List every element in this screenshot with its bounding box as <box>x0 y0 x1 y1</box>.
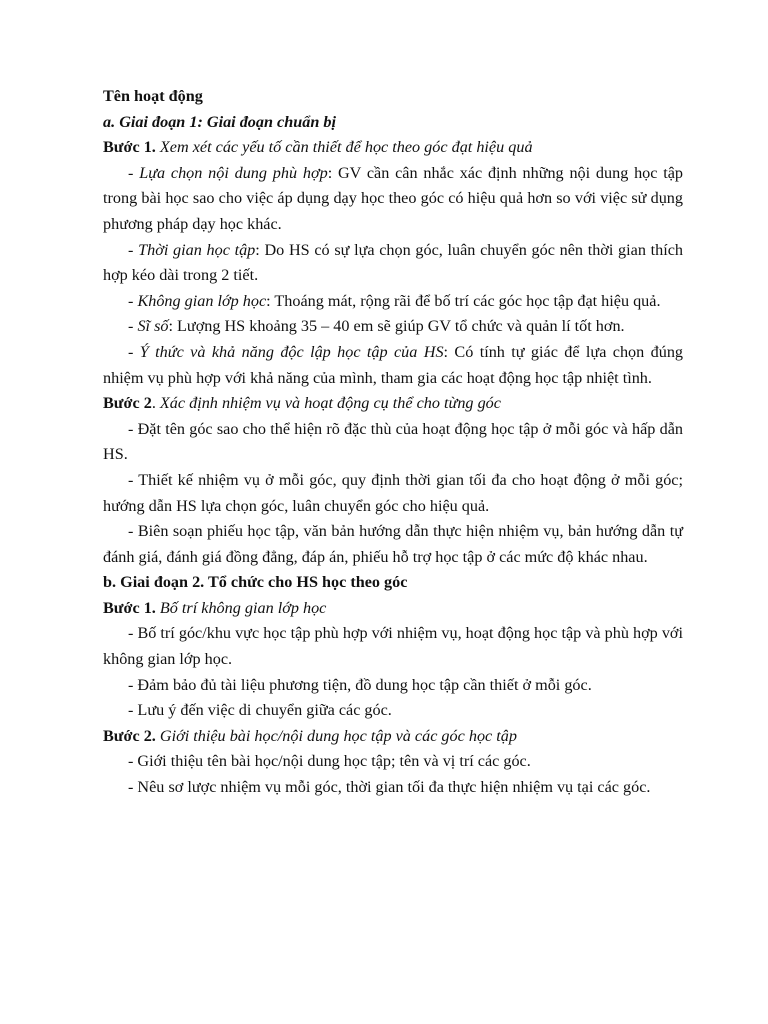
a-step1-item: - Thời gian học tập: Do HS có sự lựa chọn góc, luân chuyển góc nên thời gian thích hợp kéo dài trong 2 tiết. <box>103 240 683 285</box>
b-step2-item: - Nêu sơ lược nhiệm vụ mỗi góc, thời gian tối đa thực hiện nhiệm vụ tại các góc. <box>128 778 651 797</box>
a-step1-item: - Sĩ số: Lượng HS khoảng 35 – 40 em sẽ giúp GV tổ chức và quản lí tốt hơn. <box>128 317 625 336</box>
activity-heading: Tên hoạt động <box>103 87 203 105</box>
a-step1-item: - Ý thức và khả năng độc lập học tập của HS: Có tính tự giác để lựa chọn đúng nhiệm vụ phù hợp với khả năng của mình, tham gia các hoạt động học tập nhiệt tình. <box>103 342 684 387</box>
b-step2-item: - Giới thiệu tên bài học/nội dung học tập; tên và vị trí các góc. <box>128 752 531 771</box>
document-page <box>103 84 683 801</box>
a-step2-heading: Bước 2. Xác định nhiệm vụ và hoạt động cụ thể cho từng góc <box>103 394 501 413</box>
a-step1-heading: Bước 1. Xem xét các yếu tố cần thiết để học theo góc đạt hiệu quả <box>103 138 533 157</box>
a-step2-item: - Thiết kế nhiệm vụ ở mỗi góc, quy định thời gian tối đa cho hoạt động ở mỗi góc; hướng dẫn HS lựa chọn góc, luân chuyển góc cho hiệu quả. <box>103 470 683 515</box>
b-step2-heading: Bước 2. Giới thiệu bài học/nội dung học tập và các góc học tập <box>103 726 517 745</box>
a-step1-item: - Không gian lớp học: Thoáng mát, rộng rãi để bố trí các góc học tập đạt hiệu quả. <box>128 291 661 310</box>
a-step2-item: - Đặt tên góc sao cho thể hiện rõ đặc thù của hoạt động học tập ở mỗi góc và hấp dẫn HS. <box>103 419 683 464</box>
phase-b-title: b. Giai đoạn 2. Tổ chức cho HS học theo góc <box>103 573 408 592</box>
a-step2-item: - Biên soạn phiếu học tập, văn bản hướng dẫn thực hiện nhiệm vụ, bản hướng dẫn tự đánh giá, đánh giá đồng đẳng, đáp án, phiếu hỗ trợ học tập ở các mức độ khác nhau. <box>103 522 683 566</box>
b-step1-heading: Bước 1. Bố trí không gian lớp học <box>103 598 327 617</box>
a-step1-item: - Lựa chọn nội dung phù hợp: GV cần cân nhắc xác định những nội dung học tập trong bài học sao cho việc áp dụng dạy học theo góc có hiệu quả hơn so với việc sử dụng phương pháp dạy học khác. <box>103 163 684 233</box>
b-step1-item: - Đảm bảo đủ tài liệu phương tiện, đồ dung học tập cần thiết ở mỗi góc. <box>128 675 592 694</box>
b-step1-item: - Lưu ý đến việc di chuyển giữa các góc. <box>128 701 392 720</box>
phase-a-title: a. Giai đoạn 1: Giai đoạn chuẩn bị <box>103 112 336 131</box>
b-step1-item: - Bố trí góc/khu vực học tập phù hợp với nhiệm vụ, hoạt động học tập và phù hợp với không gian lớp học. <box>103 624 683 669</box>
